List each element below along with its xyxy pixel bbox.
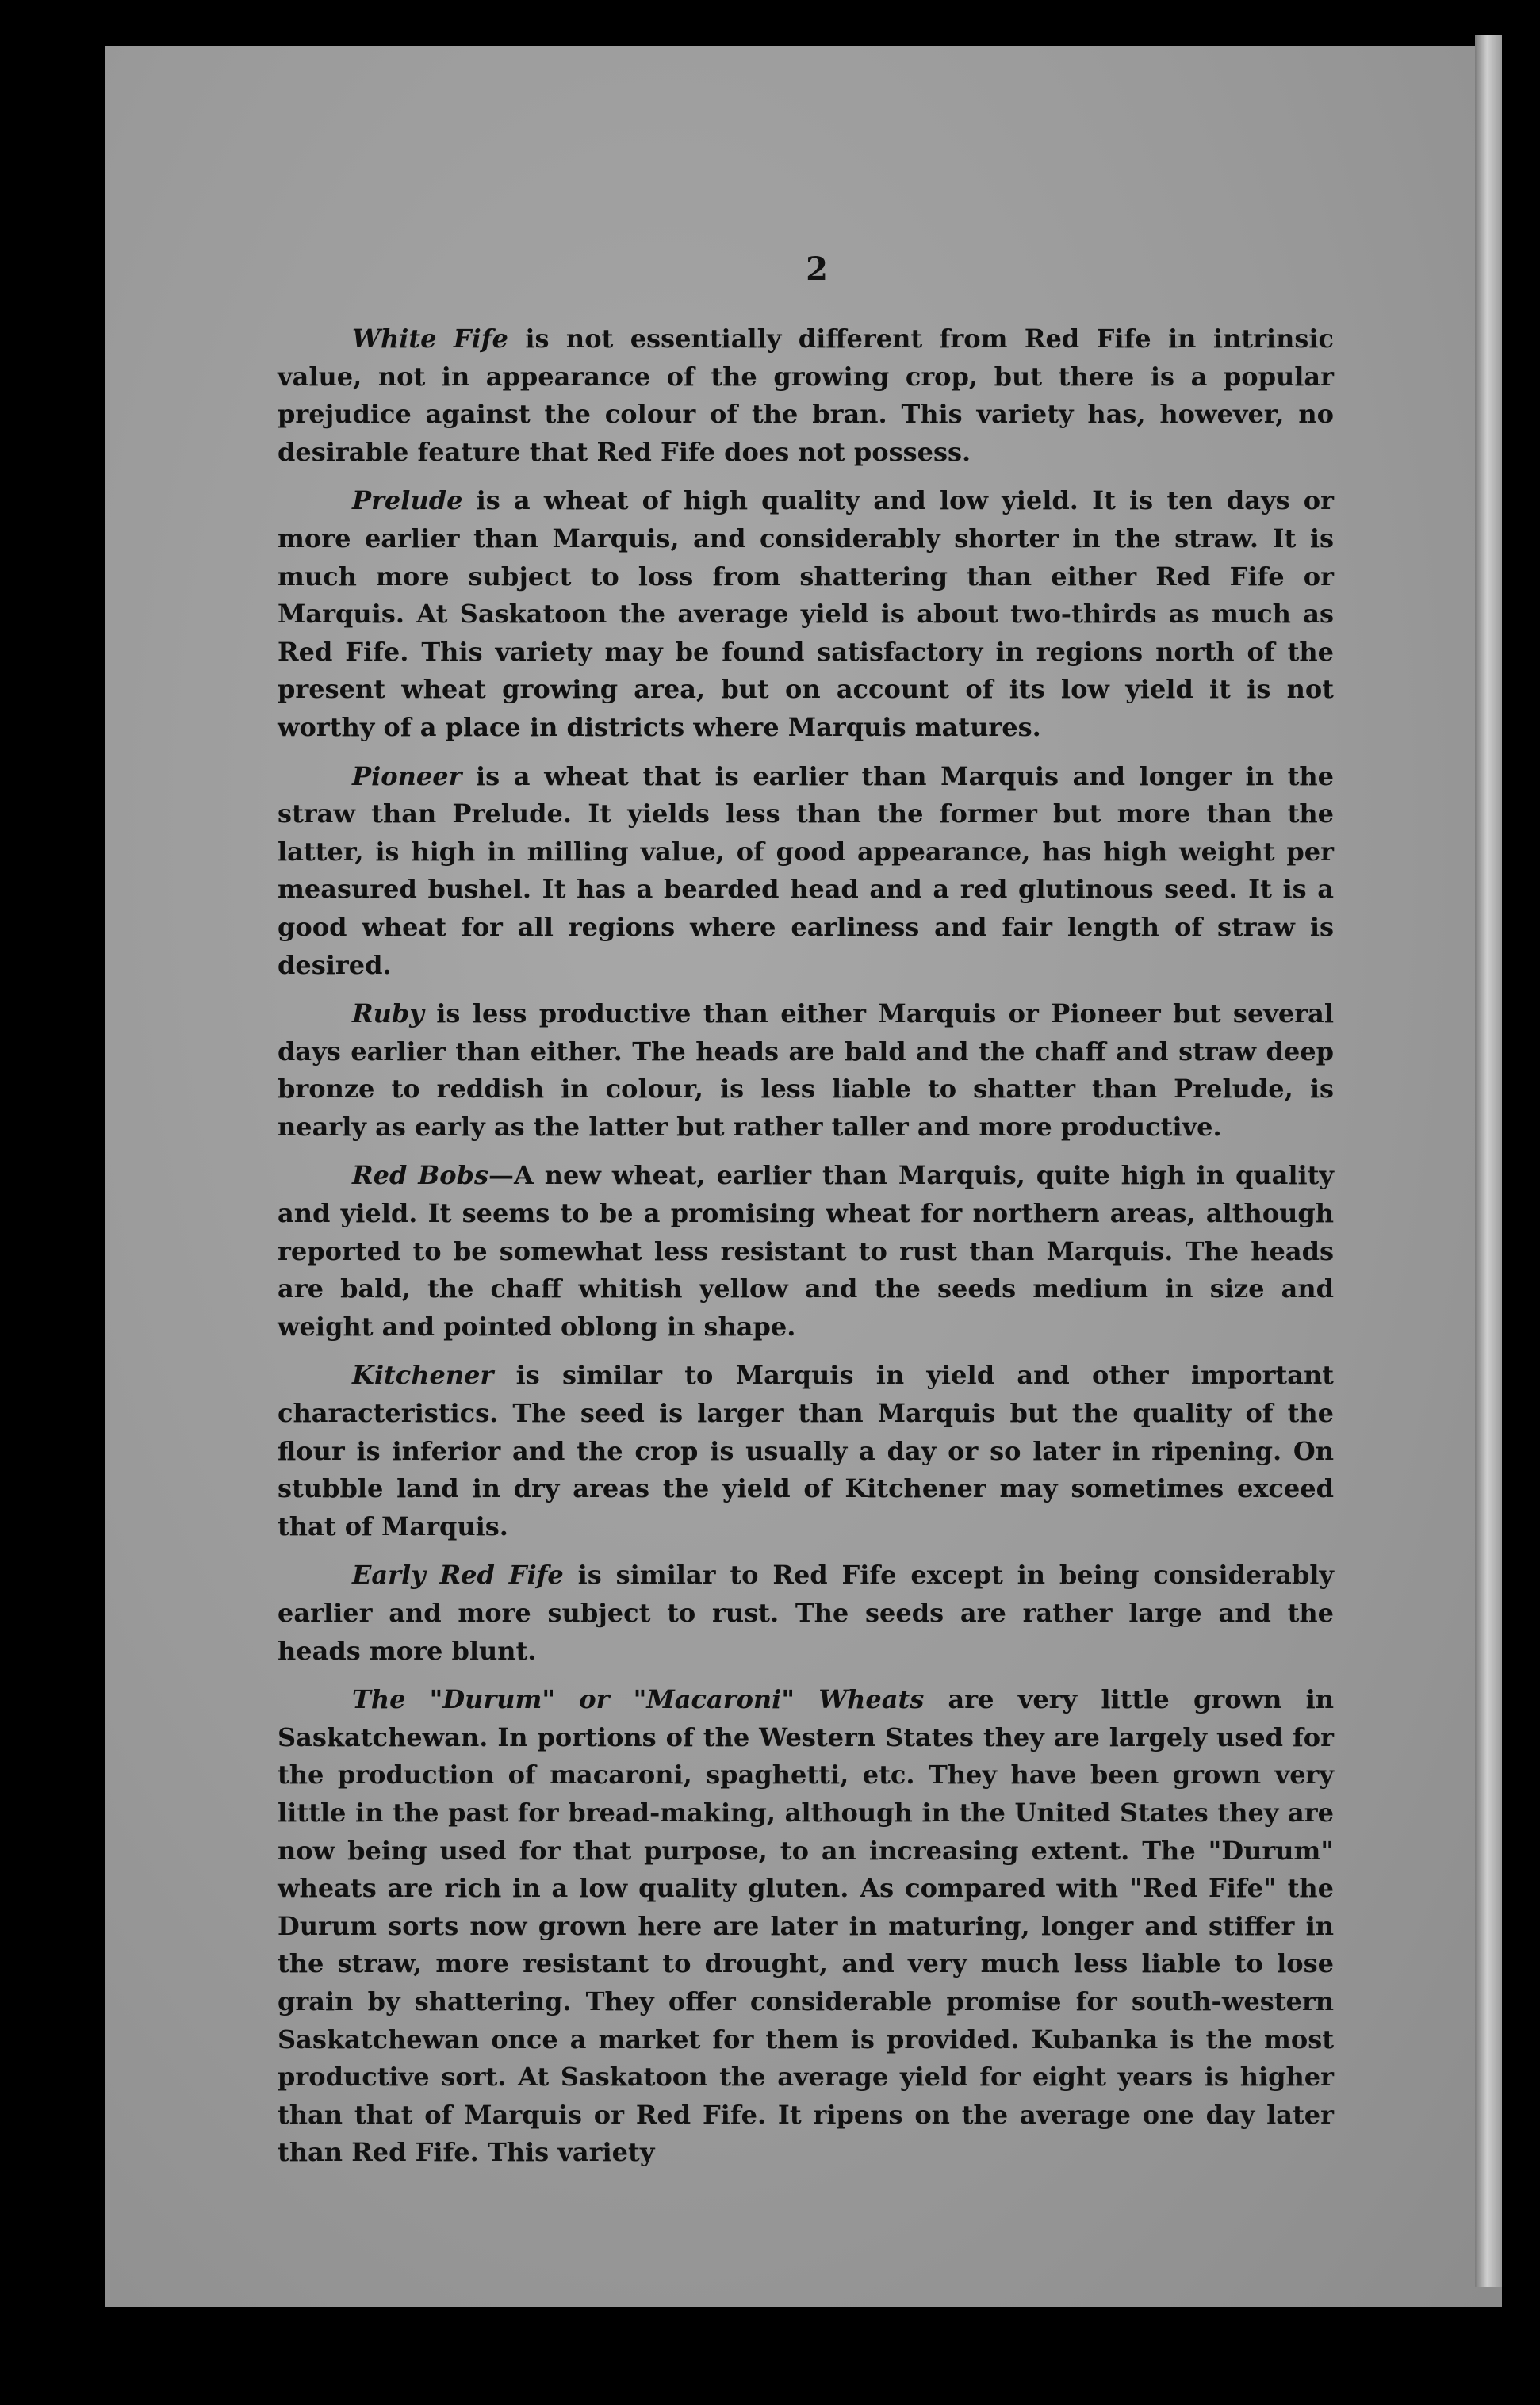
term-pioneer: Pioneer [352, 760, 462, 791]
paragraph-durum-wheats [278, 1681, 1334, 2172]
paragraph-text: is a wheat of high quality and low yield. It is ten days or more earlier than Marquis, and considerably shorter in the straw. It is much more subject to loss from shattering than either Red Fife or Marquis. At Saskatoon the average yield is about two-thirds as much as Red Fife. This variety may be found satisfactory in regions north of the present wheat growing area, but on account of its low yield it is not worthy of a place in districts where Marquis matures. [278, 485, 1334, 742]
paragraph-prelude [278, 482, 1334, 746]
paragraph-text: is less productive than either Marquis or Pioneer but several days earlier than either. The heads are bald and the chaff and straw deep bronze to reddish in colour, is less liable to shatter than Prelude, is nearly as early as the latter but rather taller and more productive. [278, 998, 1334, 1142]
paragraph-text: is a wheat that is earlier than Marquis and longer in the straw than Prelude. It yields less than the former but more than the latter, is high in milling value, of good appearance, has high weight per measured bushel. It has a bearded head and a red glutinous seed. It is a good wheat for all regions where earliness and fair length of straw is desired. [278, 760, 1334, 980]
paragraph-kitchener [278, 1357, 1334, 1545]
paragraph-early-red-fife [278, 1557, 1334, 1670]
term-kitchener: Kitchener [352, 1360, 494, 1391]
paragraph-text: is similar to Red Fife except in being considerably earlier and more subject to rust. The seeds are rather large and the heads more blunt. [278, 1560, 1335, 1666]
paragraph-text: is not essentially different from Red Fife in intrinsic value, not in appearance of the growing crop, but there is a popular prejudice against the colour of the bran. This variety has, however, no desirable feature that Red Fife does not possess. [278, 324, 1335, 467]
term-early-red-fife: Early Red Fife [352, 1560, 564, 1591]
page-edge [1475, 35, 1502, 2287]
term-ruby: Ruby [352, 998, 424, 1029]
paragraph-white-fife [278, 320, 1334, 471]
paragraph-text: —A new wheat, earlier than Marquis, quite high in quality and yield. It seems to be a promising wheat for northern areas, although reported to be somewhat less resistant to rust than Marquis. The heads are bald, the chaff whitish yellow and the seeds medium in size and weight and pointed oblong in shape. [278, 1160, 1335, 1342]
paragraph-text: are very little grown in Saskatchewan. In portions of the Western States they are largely used for the production of macaroni, spaghetti, etc. They have been grown very little in the past for bread-making, although in the United States they are now being used for that purpose, to an increasing extent. The "Durum" wheats are rich in a low quality gluten. As compared with "Red Fife" the Durum sorts now grown here are later in maturing, longer and stiffer in the straw, more resistant to drought, and very much less liable to lose grain by shattering. They offer considerable promise for south-western Saskatchewan once a market for them is provided. Kubanka is the most productive sort. At Saskatoon the average yield for eight years is higher than that of Marquis or Red Fife. It ripens on the average one day later than Red Fife. This variety [278, 1684, 1335, 2168]
paragraph-red-bobs [278, 1157, 1334, 1346]
paragraph-text: is similar to Marquis in yield and other important characteristics. The seed is larger than Marquis but the quality of the flour is inferior and the crop is usually a day or so later in ripening. On stubble land in dry areas the yield of Kitchener may sometimes exceed that of Marquis. [278, 1360, 1334, 1541]
body-text [278, 320, 1334, 2183]
term-prelude: Prelude [352, 485, 463, 516]
paragraph-ruby [278, 995, 1334, 1146]
term-white-fife: White Fife [352, 324, 508, 354]
page-number: 2 [806, 251, 828, 288]
paragraph-pioneer [278, 758, 1334, 985]
term-durum-wheats: The "Durum" or "Macaroni" Wheats [352, 1684, 925, 1715]
term-red-bobs: Red Bobs [352, 1160, 489, 1191]
